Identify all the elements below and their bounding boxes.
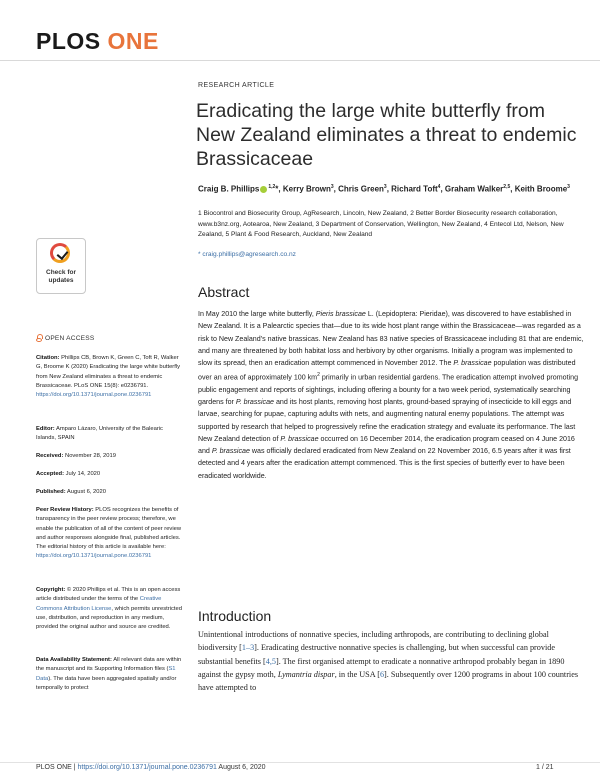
- logo-plos: PLOS: [36, 28, 101, 54]
- journal-logo[interactable]: [36, 28, 159, 55]
- reference-link[interactable]: 4,5: [265, 656, 276, 666]
- open-access-label: OPEN ACCESS: [45, 334, 95, 342]
- open-access-badge: [36, 334, 94, 342]
- published-date: August 6, 2020: [65, 489, 106, 495]
- author-name[interactable]: , Graham Walker: [440, 184, 504, 194]
- editor-label: Editor:: [36, 426, 55, 432]
- data-availability-block: [36, 656, 182, 693]
- s1-data-link[interactable]: S1 Data: [36, 666, 176, 682]
- data-availability-label: Data Availability Statement:: [36, 657, 112, 663]
- copyright-label: Copyright:: [36, 587, 66, 593]
- author-name[interactable]: , Richard Toft: [386, 184, 438, 194]
- open-lock-icon: [36, 334, 42, 342]
- published-block: [36, 488, 182, 497]
- received-date: November 28, 2019: [63, 453, 116, 459]
- author-affil-sup: 3: [330, 184, 334, 190]
- peer-review-block: [36, 506, 182, 562]
- published-label: Published:: [36, 489, 66, 495]
- article-title: Eradicating the large white butterfly from New Zealand eliminates a threat to endemic Brassicaceae: [196, 100, 577, 170]
- orcid-icon[interactable]: [260, 186, 267, 193]
- introduction-heading: Introduction: [198, 608, 272, 624]
- footer-divider: [0, 762, 600, 763]
- footer-journal: PLOS ONE: [36, 764, 72, 771]
- received-label: Received:: [36, 453, 64, 459]
- footer-date: August 6, 2020: [216, 764, 266, 771]
- author-name[interactable]: , Chris Green: [333, 184, 384, 194]
- accepted-date: July 14, 2020: [64, 471, 101, 477]
- reference-link[interactable]: 6: [379, 669, 385, 679]
- peer-review-text: PLOS recognizes the benefits of transparency in the peer review process; therefore, we enable the publication of all of the content of peer review and author responses alongside final, published articles. The editorial history of this article is available here:: [36, 507, 182, 551]
- peer-review-link[interactable]: https://doi.org/10.1371/journal.pone.0236791: [36, 553, 152, 560]
- reference-link[interactable]: 1–3: [241, 643, 255, 653]
- check-for-updates-badge[interactable]: [36, 238, 86, 294]
- received-block: [36, 452, 182, 461]
- data-availability-text-2: ). The data have been aggregated spatially and/or temporally to protect: [36, 675, 177, 691]
- author-affil-sup: 3: [383, 184, 387, 190]
- page-number: 1 / 21: [536, 764, 554, 771]
- citation-doi-link[interactable]: https://doi.org/10.1371/journal.pone.0236791: [36, 392, 152, 399]
- introduction-text: Unintentional introductions of nonnative species, including arthropods, are contributing to declining global biodiversity [1–3]. Eradicating destructive nonnative species is challenging, but when successful can provide substantial benefits [4,5]. The first organised attempt to eradicate a nonnative arthropod probably began in 1890 against the gypsy moth, Lymantria dispar, in the USA [6]. Subsequently over 1200 programs in about 100 countries have attempted to: [198, 630, 579, 693]
- citation-block: [36, 354, 182, 400]
- article-type: RESEARCH ARTICLE: [198, 82, 275, 89]
- crossmark-icon: [50, 243, 70, 263]
- peer-review-label: Peer Review History:: [36, 507, 94, 513]
- abstract-text: In May 2010 the large white butterfly, Pieris brassicae L. (Lepidoptera: Pieridae), was discovered to have established in New Zealand. It is a Palearctic species that—due to its wide host plant range within the Brassicaceae—was regarded as a risk to New Zealand’s native brassicas. New Zealand has 83 native species of Brassicaceae including 81 that are endemic, and many are threatened by both habitat loss and herbivory by other organisms. Initially a program was implemented to slow its spread, then an eradication attempt commenced in November 2012. The P. brassicae population was distributed over an area of approximately 100 $km^2$ primarily in urban residential gardens. The eradication attempt involved promoting public engagement and reports of sightings, including offering a bounty for a two week period, systematically searching gardens for P. brassicae and its host plants, removing host plants, ground-based spraying of insecticide to kill eggs and larvae, searching for pupae, capturing adults with nets, and augmenting natural enemy populations. The attempt was supported by research that helped to progressively refine the eradication strategy and evaluate its performance. The last New Zealand detection of P. brassicae occurred on 16 December 2014, the eradication program ceased on 4 June 2016 and P. brassicae was officially declared eradicated from New Zealand on 22 November 2016, 6.5 years after it was first detected and 4 years after the eradication attempt commenced. This is the first species of butterfly ever to have been eradicated worldwide.: [198, 310, 584, 480]
- data-availability-text: All relevant data are within the manuscript and its Supporting Information files (: [36, 657, 182, 673]
- author-name[interactable]: , Keith Broome: [510, 184, 568, 194]
- author-affil-sup: 1,2: [268, 184, 276, 190]
- header-divider: [0, 60, 600, 61]
- author-name[interactable]: , Kerry Brown: [278, 184, 331, 194]
- accepted-block: [36, 470, 182, 479]
- copyright-text: © 2020 Phillips et al. This is an open access article distributed under the terms of the: [36, 587, 181, 603]
- author-affil-sup: 2,5: [503, 184, 511, 190]
- editor-text: Amparo Lázaro, University of the Balearic Islands, SPAIN: [36, 426, 163, 442]
- copyright-text-2: , which permits unrestricted use, distribution, and reproduction in any medium, provided the original author and source are credited.: [36, 605, 182, 631]
- author-list: [198, 181, 583, 196]
- logo-one: ONE: [107, 28, 159, 54]
- license-link[interactable]: Creative Commons Attribution License: [36, 596, 162, 612]
- editor-block: [36, 425, 182, 444]
- check-updates-label: Check for updates: [46, 269, 76, 284]
- footer-doi-link[interactable]: https://doi.org/10.1371/journal.pone.0236791: [77, 764, 217, 771]
- author-affil-sup: 3: [567, 184, 570, 190]
- copyright-block: [36, 586, 182, 632]
- citation-label: Citation:: [36, 355, 60, 361]
- page-footer: [36, 764, 266, 771]
- affiliations: 1 Biocontrol and Biosecurity Group, AgResearch, Lincoln, New Zealand, 2 Better Border Biosecurity research collaboration, www.b3nz.org, Aotearoa, New Zealand, 3 Department of Conservation, Wellington, New Zealand, 4 Entecol Ltd, Nelson, New Zealand, 5 Plant & Food Research, Auckland, New Zealand: [198, 210, 564, 238]
- accepted-label: Accepted:: [36, 471, 65, 477]
- author-name[interactable]: Craig B. Phillips: [198, 184, 260, 194]
- citation-text: Phillips CB, Brown K, Green C, Toft R, Walker G, Broome K (2020) Eradicating the large white butterfly from New Zealand eliminates a threat to endemic Brassicaceae. PLoS ONE 15(8): e0236791.: [36, 355, 181, 389]
- abstract-heading: Abstract: [198, 284, 250, 300]
- corresponding-email[interactable]: * craig.phillips@agresearch.co.nz: [198, 251, 296, 258]
- corresponding-mark: *: [275, 184, 279, 194]
- footer-separator: |: [71, 764, 78, 771]
- author-affil-sup: 4: [437, 184, 441, 190]
